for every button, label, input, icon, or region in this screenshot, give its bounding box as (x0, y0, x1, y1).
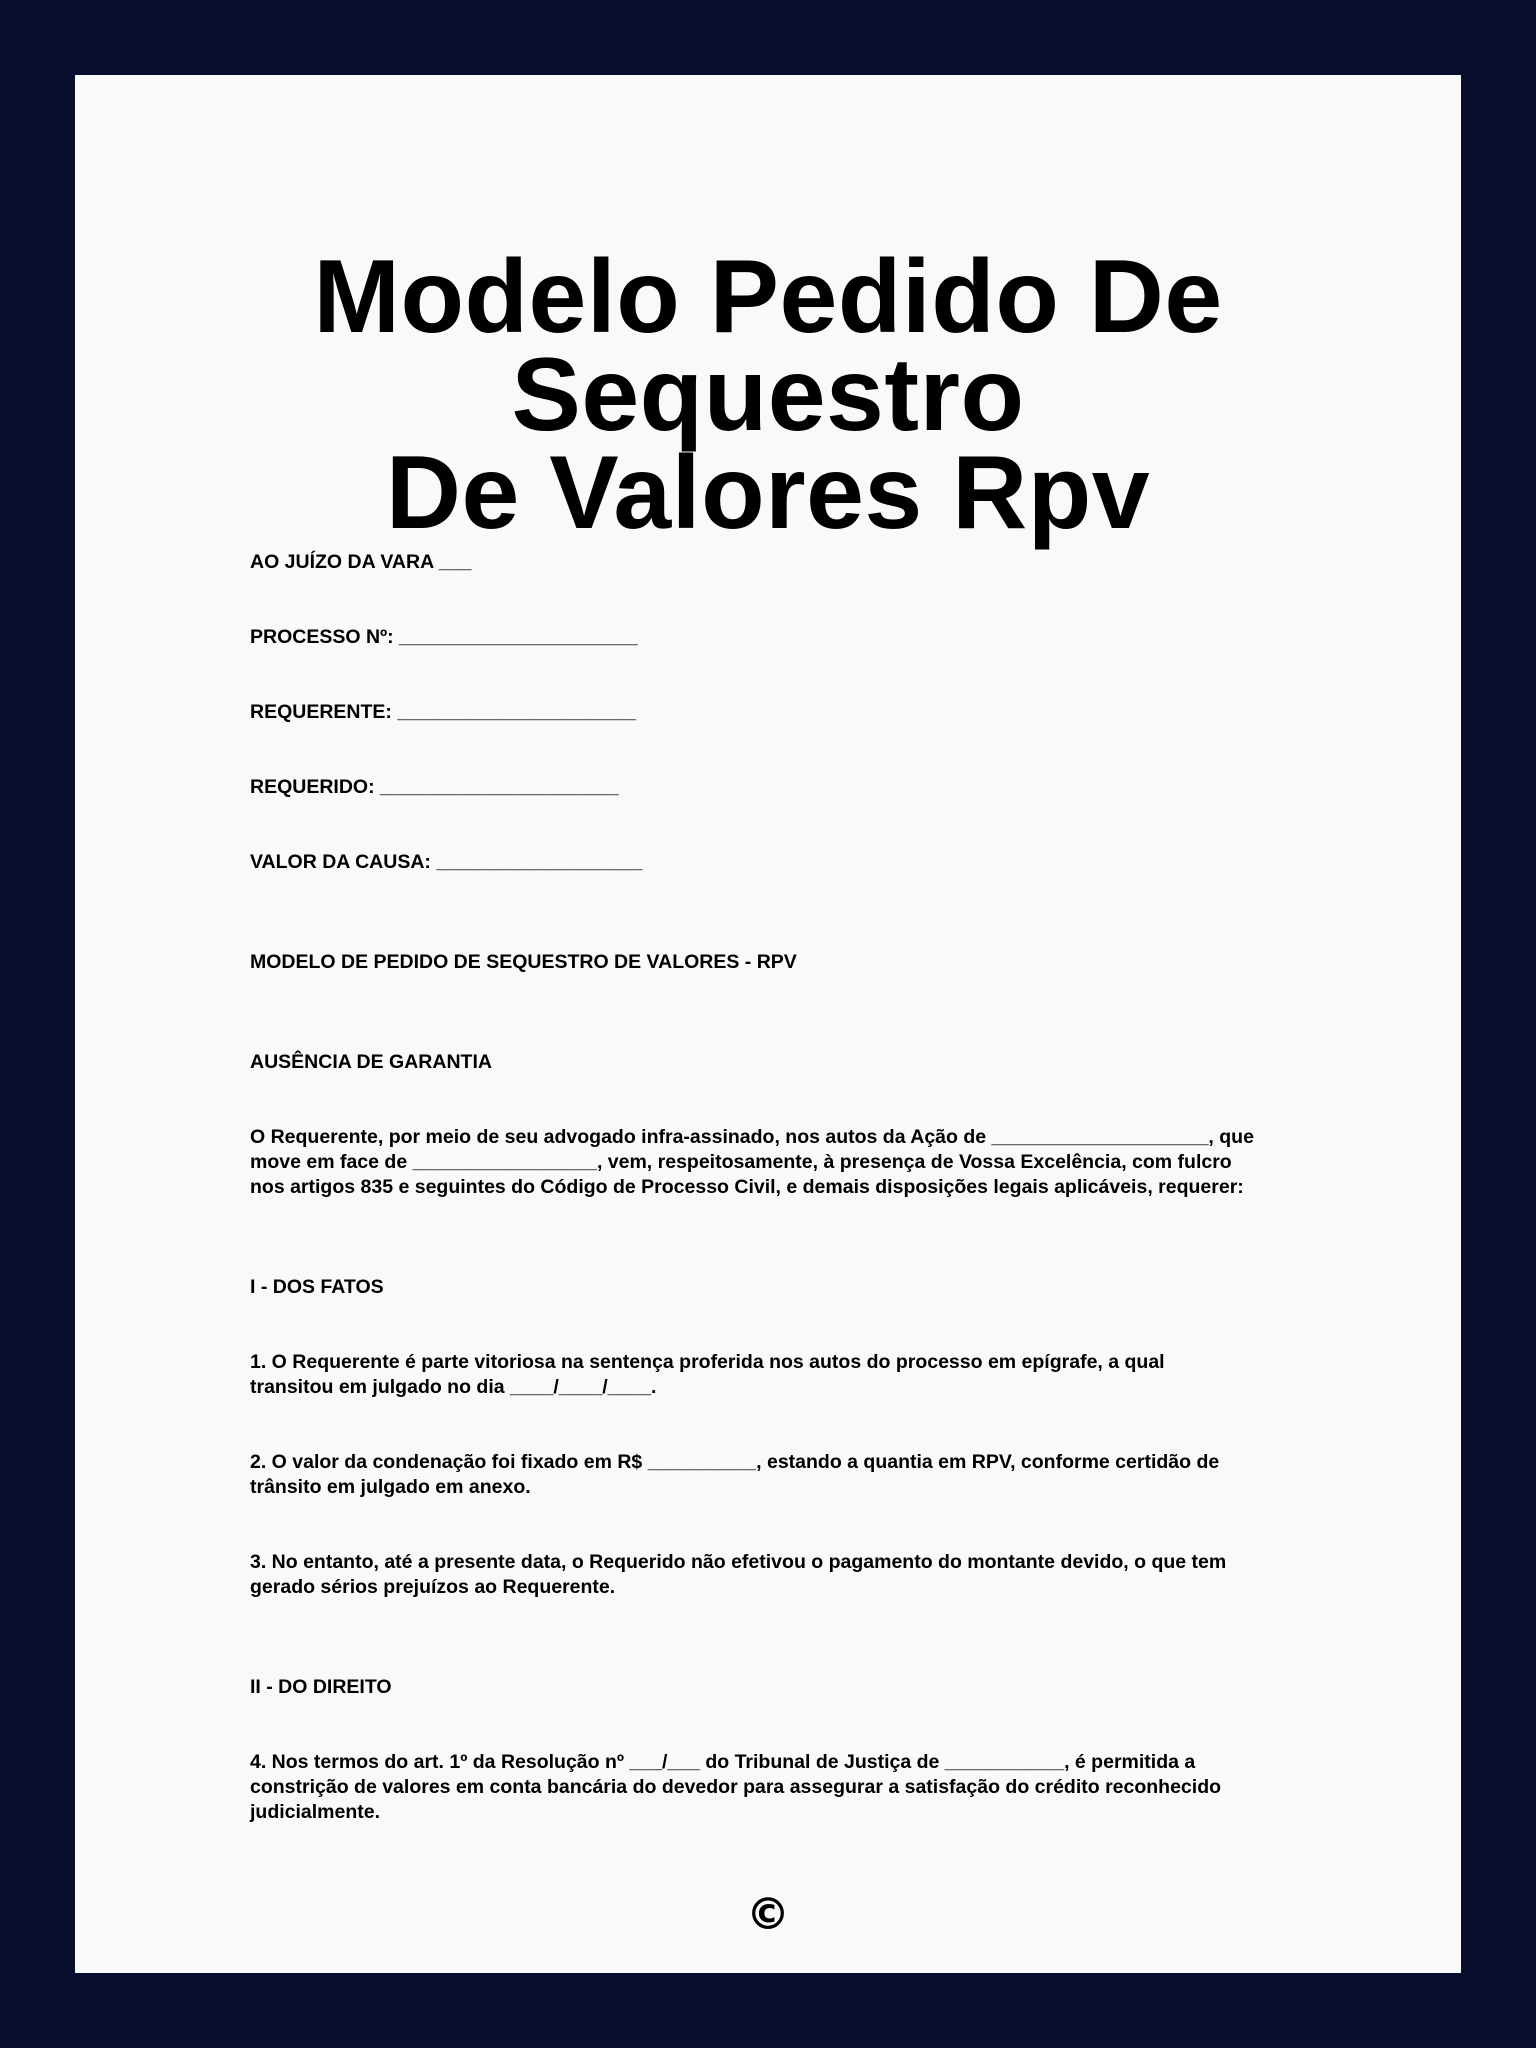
header-vara: AO JUÍZO DA VARA ___ (250, 551, 472, 573)
intro-paragraph (250, 1125, 1290, 1200)
fato-3-paragraph (250, 1550, 1290, 1600)
fato-2-paragraph (250, 1450, 1290, 1500)
fato-1-line-2: transitou em julgado no dia ____/____/____. (250, 1376, 657, 1398)
copyright-icon: © (746, 1889, 790, 1940)
document-title-line-1: Modelo Pedido De Sequestro (313, 239, 1223, 453)
fato-3-line-1: 3. No entanto, até a presente data, o Requerido não efetivou o pagamento do montante devido, o que tem (250, 1551, 1227, 1573)
fato-3-line-2: gerado sérios prejuízos ao Requerente. (250, 1576, 616, 1598)
section-do-direito: II - DO DIREITO (250, 1676, 392, 1698)
section-dos-fatos: I - DOS FATOS (250, 1276, 384, 1298)
fato-1-line-1: 1. O Requerente é parte vitoriosa na sentença proferida nos autos do processo em epígrafe, a qual (250, 1351, 1165, 1373)
direito-4-line-2: constrição de valores em conta bancária do devedor para assegurar a satisfação do crédito reconhecido (250, 1776, 1222, 1798)
direito-4-line-1: 4. Nos termos do art. 1º da Resolução nº ___/___ do Tribunal de Justiça de ___________, é permitida a (250, 1751, 1196, 1773)
document-subject: MODELO DE PEDIDO DE SEQUESTRO DE VALORES - RPV (250, 951, 797, 973)
fato-2-line-2: trânsito em julgado em anexo. (250, 1476, 531, 1498)
section-ausencia-garantia: AUSÊNCIA DE GARANTIA (250, 1051, 492, 1073)
intro-line-1: O Requerente, por meio de seu advogado infra-assinado, nos autos da Ação de ____________________, que (250, 1126, 1254, 1148)
document-page (75, 75, 1461, 1973)
document-title-line-2: De Valores Rpv (385, 435, 1151, 551)
direito-4-line-3: judicialmente. (250, 1801, 381, 1823)
document-title (45, 239, 1491, 551)
fato-1-paragraph (250, 1350, 1290, 1400)
header-processo: PROCESSO Nº: ______________________ (250, 626, 638, 648)
intro-line-3: nos artigos 835 e seguintes do Código de Processo Civil, e demais disposições legais aplicáveis, requerer: (250, 1176, 1244, 1198)
header-requerido: REQUERIDO: ______________________ (250, 776, 619, 798)
header-requerente: REQUERENTE: ______________________ (250, 701, 636, 723)
intro-line-2: move em face de _________________, vem, respeitosamente, à presença de Vossa Excelência, com fulcro (250, 1151, 1232, 1173)
direito-4-paragraph (250, 1750, 1290, 1825)
header-valor-causa: VALOR DA CAUSA: ___________________ (250, 851, 643, 873)
fato-2-line-1: 2. O valor da condenação foi fixado em R$ __________, estando a quantia em RPV, conforme certidão de (250, 1451, 1220, 1473)
